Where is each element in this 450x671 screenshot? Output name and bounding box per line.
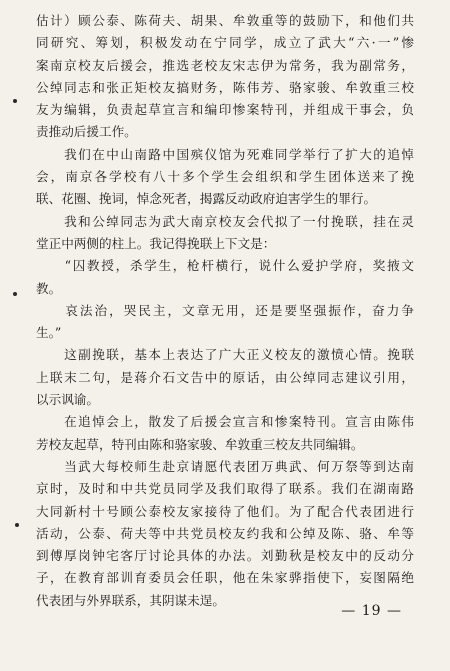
text-line: 我们在中山南路中国殡仪馆为死难同学举行了扩大的追悼 <box>36 146 414 162</box>
text-line: 以示讽谕。 <box>36 392 99 408</box>
text-line: 我和公绰同志为武大南京校友会代拟了一付挽联，挂在灵 <box>36 213 414 229</box>
text-line: “囚教授，杀学生，枪杆横行，说什么爱护学府，奖掖文 <box>36 258 414 274</box>
text-line: 联、花圈、挽词，悼念死者，揭露反动政府迫害学生的罪行。 <box>36 191 377 207</box>
text-line: 教。 <box>36 280 62 296</box>
text-line: 芳校友起草，特刊由陈和骆家骏、牟敦重三校友共同编辑。 <box>36 436 364 452</box>
scan-speck <box>13 99 17 103</box>
text-line: 子，在教育部训育委员会任职，他在朱家骅指使下，妄图隔绝 <box>36 570 414 586</box>
scan-speck <box>15 523 19 527</box>
text-line: 京时，及时和中共党员同学及我们取得了联系。我们在湖南路 <box>36 481 414 497</box>
scan-speck <box>13 292 17 296</box>
body-text <box>36 10 414 612</box>
text-line: 估计）顾公泰、陈荷夫、胡果、牟敦重等的鼓励下，和他们共 <box>36 13 414 28</box>
text-line: 友为编辑，负责起草宣言和编印惨案特刊，并组成干事会，负 <box>36 102 414 118</box>
text-line: 责推动后援工作。 <box>36 124 137 140</box>
text-line: 代表团与外界联系，其阴谋未逞。 <box>36 592 225 608</box>
page-number: — 19 — <box>341 603 402 619</box>
text-line: 当武大每校师生赴京请愿代表团万典武、何万祭等到达南 <box>36 458 414 474</box>
text-line: 会，南京各学校有八十多个学生会组织和学生团体送来了挽 <box>36 169 414 185</box>
text-line: 到傅厚岗钟宅客厅讨论具体的办法。刘勤秋是校友中的反动分 <box>36 548 414 564</box>
text-line: 生。” <box>36 325 62 341</box>
text-line: 堂正中两侧的柱上。我记得挽联上下文是： <box>36 235 276 251</box>
text-line: 这副挽联，基本上表达了广大正义校友的激愤心情。挽联 <box>36 347 414 363</box>
text-line: 同研究、筹划，积极发动在宁同学，成立了武大“六·一”惨 <box>36 35 414 51</box>
text-line: 活动，公泰、荷夫等中共党员校友约我和公绰及陈、骆、牟等 <box>36 525 414 541</box>
text-line: 上联末二句，是蒋介石文告中的原话，由公绰同志建议引用， <box>36 369 414 385</box>
text-line: 哀法治，哭民主，文章无用，还是要坚强振作，奋力争 <box>36 302 414 318</box>
text-line: 案南京校友后援会，推选老校友宋志伊为常务，我为副常务， <box>36 57 414 73</box>
text-line: 大同新村十号顾公泰校友家接待了他们。为了配合代表团进行 <box>36 503 414 519</box>
text-line: 在追悼会上，散发了后援会宣言和惨案特刊。宣言由陈伟 <box>36 414 414 430</box>
text-line: 公绰同志和张正矩校友搞财务，陈伟芳、骆家骏、牟敦重三校 <box>36 79 414 95</box>
